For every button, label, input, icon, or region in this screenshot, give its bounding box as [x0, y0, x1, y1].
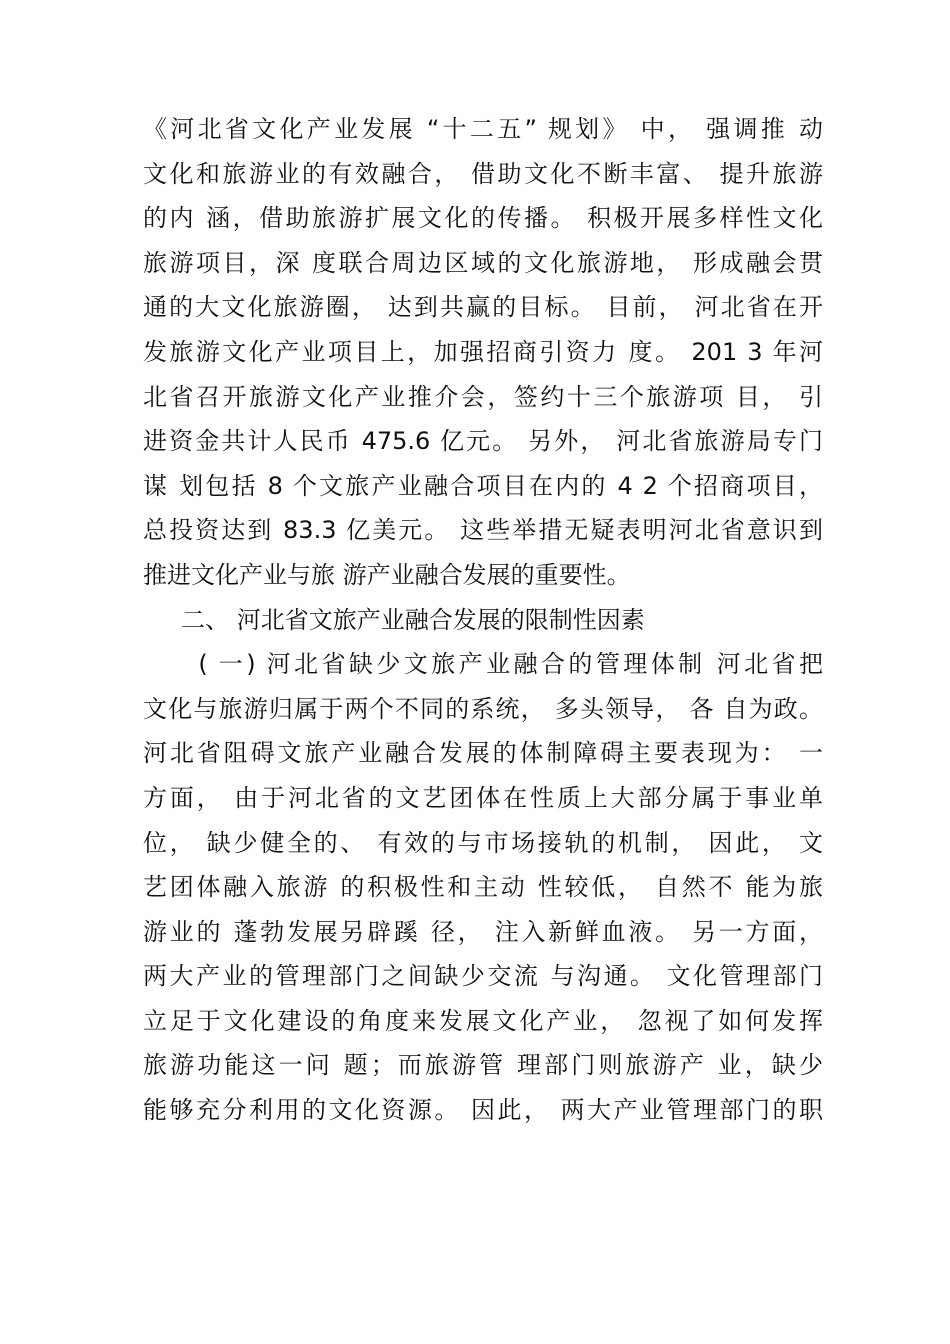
text-line-13: ( 一) 河北省缺少文旅产业融合的管理体制 河北省把: [143, 650, 823, 679]
text-line-17: 位， 缺少健全的、 有效的与市场接轨的机制， 因此， 文: [143, 828, 823, 857]
text-line-18: 艺团体融入旅游 的积极性和主动 性较低， 自然不 能为旅: [143, 873, 823, 902]
text-line-11: 推进文化产业与旅 游产业融合发展的重要性。: [143, 560, 631, 589]
text-line-3: 的内 涵，借助旅游扩展文化的传播。 积极开展多样性文化: [143, 204, 823, 233]
text-line-6: 发旅游文化产业项目上，加强招商引资力 度。 201 3 年河: [143, 337, 823, 366]
text-line-16: 方面， 由于河北省的文艺团体在性质上大部分属于事业单: [143, 783, 823, 812]
text-line-1: 《河北省文化产业发展 “十二五” 规划》 中， 强调推 动: [143, 115, 823, 143]
text-line-4: 旅游项目，深 度联合周边区域的文化旅游地， 形成融会贯: [143, 248, 823, 277]
section-heading: 二、 河北省文旅产业融合发展的限制性因素: [143, 605, 645, 634]
text-line-23: 能够充分利用的文化资源。 因此， 两大产业管理部门的职: [143, 1096, 823, 1125]
text-line-22: 旅游功能这一问 题；而旅游管 理部门则旅游产 业，缺少: [143, 1051, 823, 1080]
text-line-19: 游业的 蓬勃发展另辟蹊 径， 注入新鲜血液。 另一方面，: [143, 917, 823, 946]
body-text: [143, 107, 823, 1133]
text-line-9: 谋 划包括 8 个文旅产业融合项目在内的 4 2 个招商项目，: [143, 471, 823, 500]
text-line-10: 总投资达到 83.3 亿美元。 这些举措无疑表明河北省意识到: [143, 516, 823, 545]
text-line-21: 立足于文化建设的角度来发展文化产业， 忽视了如何发挥: [143, 1006, 823, 1035]
text-line-20: 两大产业的管理部门之间缺少交流 与沟通。 文化管理部门: [143, 962, 823, 991]
text-line-2: 文化和旅游业的有效融合， 借助文化不断丰富、 提升旅游: [143, 159, 823, 188]
text-line-15: 河北省阻碍文旅产业融合发展的体制障碍主要表现为： 一: [143, 739, 823, 768]
text-line-8: 进资金共计人民币 475.6 亿元。 另外， 河北省旅游局专门: [143, 427, 823, 456]
text-line-14: 文化与旅游归属于两个不同的系统， 多头领导， 各 自为政。: [143, 694, 823, 723]
text-line-7: 北省召开旅游文化产业推介会，签约十三个旅游项 目， 引: [143, 382, 823, 411]
text-line-5: 通的大文化旅游圈， 达到共赢的目标。 目前， 河北省在开: [143, 293, 823, 322]
